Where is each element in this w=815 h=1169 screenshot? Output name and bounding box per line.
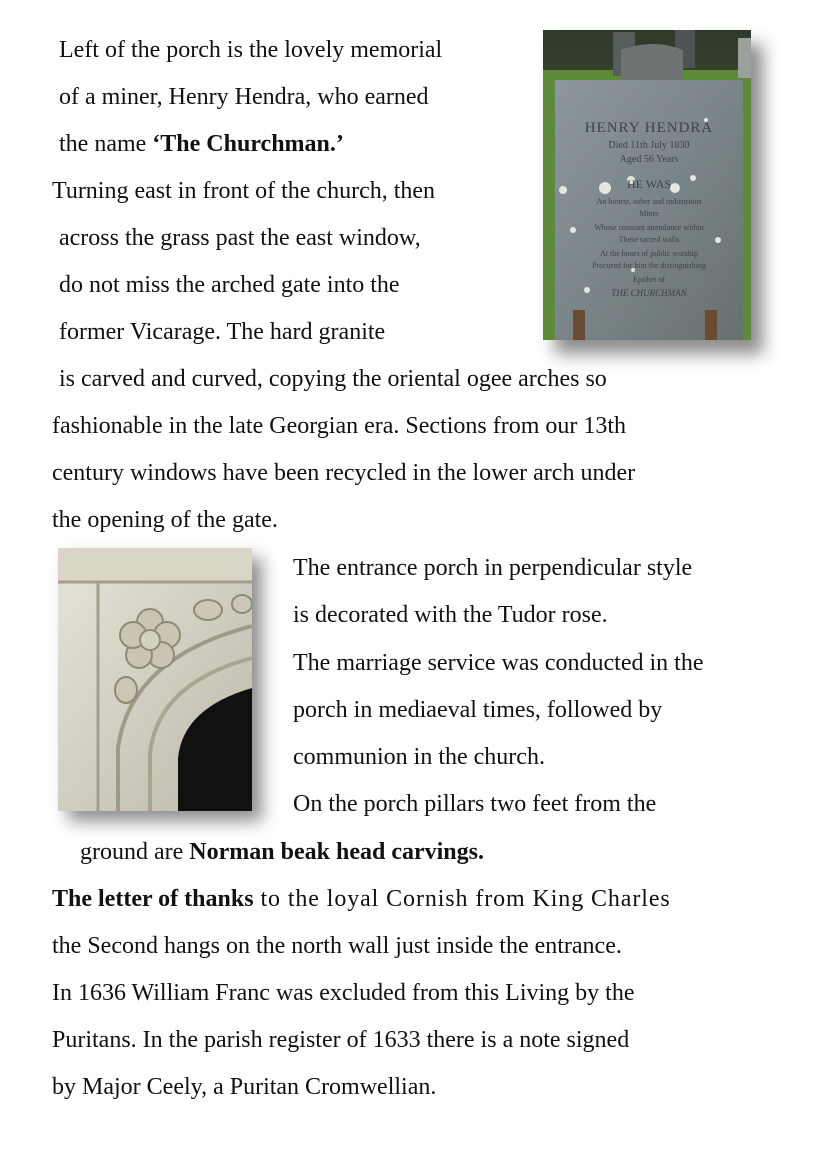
gravestone-aged: Aged 56 Years [619, 154, 679, 165]
gravestone-line-1: An honest, sober and industrious [596, 197, 702, 206]
gravestone-line-7: Epithet of [633, 275, 665, 284]
gravestone-line-4: These sacred walls [618, 235, 680, 244]
gravestone-line-8: THE CHURCHMAN [611, 288, 687, 298]
gravestone-name: HENRY HENDRA [584, 120, 714, 136]
gravestone-line-3: Whose constant attendance within [594, 223, 704, 232]
porch-text-line-5: communion in the church. [293, 744, 545, 770]
porch-text-line-4: porch in mediaeval times, followed by [293, 697, 663, 723]
porch-text-line-3: The marriage service was conducted in the [293, 650, 704, 676]
porch-text-prefix: ground are [80, 839, 190, 865]
churchman-title: ‘The Churchman.’ [152, 131, 344, 157]
gate-text-line-8: the opening of the gate. [52, 507, 278, 533]
gravestone-he-was: HE WAS [626, 177, 672, 191]
gate-text-line-6: fashionable in the late Georgian era. Sections from our 13th [52, 413, 627, 439]
gravestone-line-6: Procured for him the distinguishing [592, 261, 706, 270]
gravestone-photo [543, 30, 751, 340]
memorial-text-line-2: of a miner, Henry Hendra, who earned [59, 84, 429, 110]
porch-text-line-7 [80, 837, 484, 867]
memorial-text-prefix: the name [59, 131, 153, 157]
letter-text-line-2: the Second hangs on the north wall just inside the entrance. [52, 933, 622, 959]
gate-text-line-1: Turning east in front of the church, then [52, 178, 436, 204]
gate-text-line-4: former Vicarage. The hard granite [59, 319, 386, 345]
gate-text-line-5: is carved and curved, copying the oriental ogee arches so [59, 366, 607, 392]
letter-of-thanks-highlight: The letter of thanks [52, 886, 254, 912]
norman-carvings-highlight: Norman beak head carvings. [189, 839, 484, 865]
letter-text-line-3: In 1636 William Franc was excluded from this Living by the [52, 980, 635, 1006]
porch-carving-photo [58, 548, 252, 811]
porch-text-line-2: is decorated with the Tudor rose. [293, 602, 608, 628]
gate-text-line-3: do not miss the arched gate into the [59, 272, 400, 298]
gravestone-line-2: Miner [639, 209, 659, 218]
gate-text-line-2: across the grass past the east window, [59, 225, 421, 251]
memorial-text-line-1: Left of the porch is the lovely memorial [59, 37, 443, 63]
letter-text-rest: to the loyal Cornish from King Charles [253, 886, 671, 912]
letter-text-line-4: Puritans. In the parish register of 1633 there is a note signed [52, 1027, 630, 1053]
porch-text-line-6: On the porch pillars two feet from the [293, 791, 657, 817]
gravestone-died: Died 11th July 1830 [608, 140, 690, 151]
letter-text-line-1 [52, 884, 671, 914]
porch-text-line-1: The entrance porch in perpendicular style [293, 555, 693, 581]
letter-text-line-5: by Major Ceely, a Puritan Cromwellian. [52, 1074, 437, 1100]
gravestone-line-5: At the hours of public worship [600, 249, 698, 258]
gate-text-line-7: century windows have been recycled in the lower arch under [52, 460, 636, 486]
memorial-text-line-3 [59, 129, 344, 159]
